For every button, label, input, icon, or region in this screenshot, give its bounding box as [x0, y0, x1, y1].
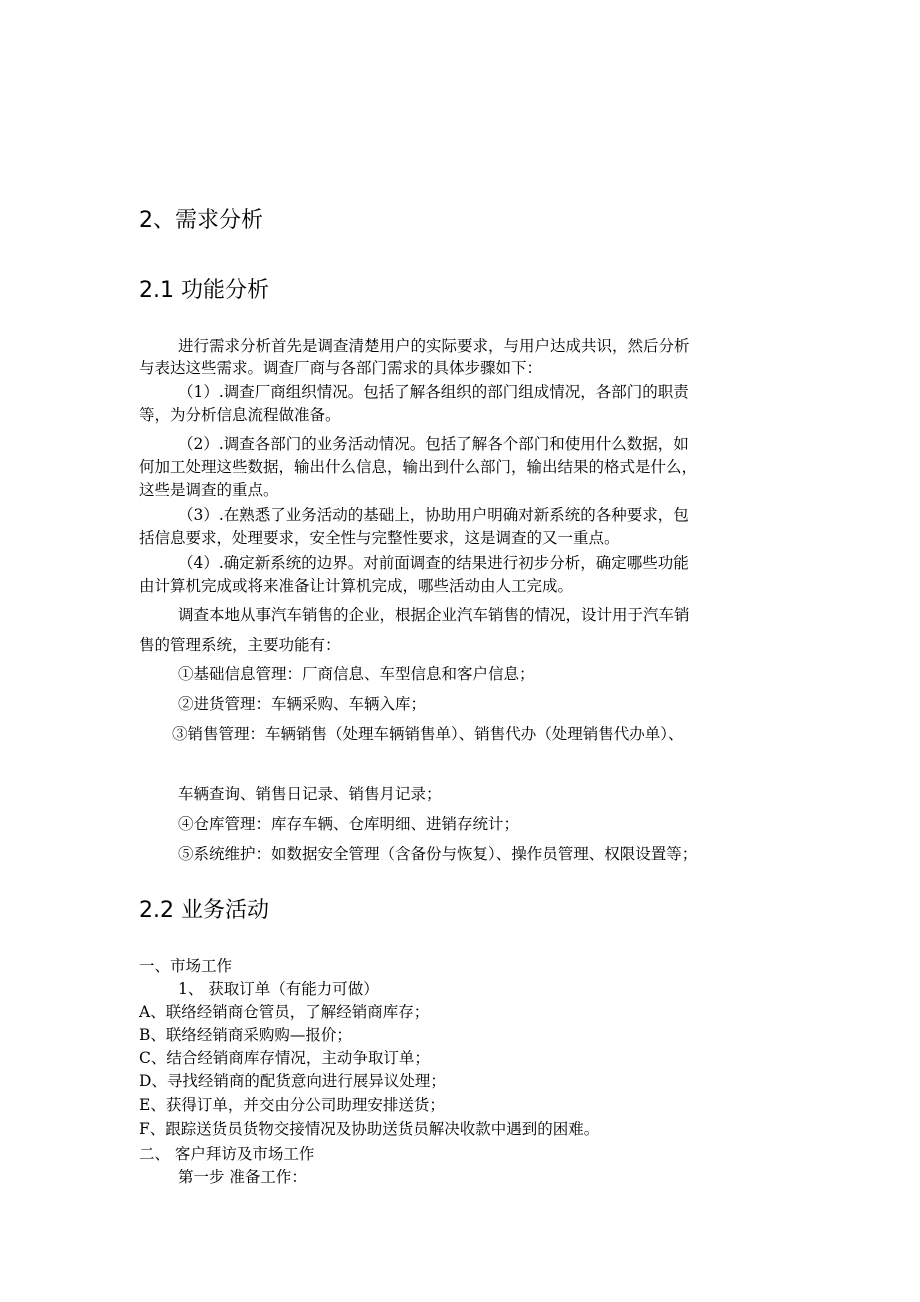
function-sales: ③销售管理：车辆销售（处理车辆销售单）、销售代办（处理销售代办单）、: [172, 725, 684, 743]
function-purchasing: ②进货管理：车辆采购、车辆入库；: [178, 695, 427, 713]
function-sales-continued: 车辆查询、销售日记录、销售月记录；: [178, 785, 442, 803]
list-item-c: C、结合经销商库存情况，主动争取订单；: [139, 1049, 430, 1067]
step2-line-3: 这些是调查的重点。: [139, 481, 279, 499]
function-system-maintenance: ⑤系统维护：如数据安全管理（含备份与恢复）、操作员管理、权限设置等；: [178, 845, 698, 863]
step-one-preparation: 第一步 准备工作：: [178, 1168, 307, 1186]
step3-line-1: （3）.在熟悉了业务活动的基础上，协助用户明确对新系统的各种要求，包: [178, 506, 689, 524]
step4-line-1: （4）.确定新系统的边界。对前面调查的结果进行初步分析，确定哪些功能: [178, 554, 689, 572]
function-warehouse: ④仓库管理：库存车辆、仓库明细、进销存统计；: [178, 815, 520, 833]
step1-line-1: （1）.调查厂商组织情况。包括了解各组织的部门组成情况，各部门的职责: [178, 383, 689, 401]
list-item-b: B、联络经销商采购购—报价；: [139, 1026, 352, 1044]
survey-line-1: 调查本地从事汽车销售的企业，根据企业汽车销售的情况，设计用于汽车销: [178, 606, 690, 624]
step2-line-2: 何加工处理这些数据，输出什么信息，输出到什么部门，输出结果的格式是什么，: [139, 458, 698, 476]
step1-line-2: 等，为分析信息流程做准备。: [139, 406, 341, 424]
list-item-d: D、寻找经销商的配货意向进行展异议处理；: [139, 1072, 446, 1090]
function-basic-info: ①基础信息管理：厂商信息、车型信息和客户信息；: [178, 665, 535, 683]
step3-line-2: 括信息要求，处理要求，安全性与完整性要求，这是调查的又一重点。: [139, 529, 620, 547]
heading-requirements-analysis: 2、需求分析: [139, 208, 263, 233]
intro-line-1: 进行需求分析首先是调查清楚用户的实际要求，与用户达成共识，然后分析: [178, 337, 690, 355]
get-orders-title: 1、 获取订单（有能力可做）: [178, 980, 379, 998]
customer-visit-title: 二、 客户拜访及市场工作: [139, 1145, 315, 1163]
heading-function-analysis: 2.1 功能分析: [139, 278, 269, 303]
heading-business-activities: 2.2 业务活动: [139, 898, 269, 923]
survey-line-2: 售的管理系统，主要功能有：: [139, 636, 341, 654]
list-item-e: E、获得订单，并交由分公司助理安排送货；: [139, 1096, 445, 1114]
list-item-f: F、跟踪送货员货物交接情况及协助送货员解决收款中遇到的困难。: [139, 1120, 600, 1138]
step2-line-1: （2）.调查各部门的业务活动情况。包括了解各个部门和使用什么数据，如: [178, 435, 689, 453]
intro-line-2: 与表达这些需求。调查厂商与各部门需求的具体步骤如下：: [139, 359, 543, 377]
step4-line-2: 由计算机完成或将来准备让计算机完成，哪些活动由人工完成。: [139, 577, 574, 595]
market-work-title: 一、市场工作: [139, 957, 233, 975]
list-item-a: A、联络经销商仓管员，了解经销商库存；: [139, 1003, 430, 1021]
